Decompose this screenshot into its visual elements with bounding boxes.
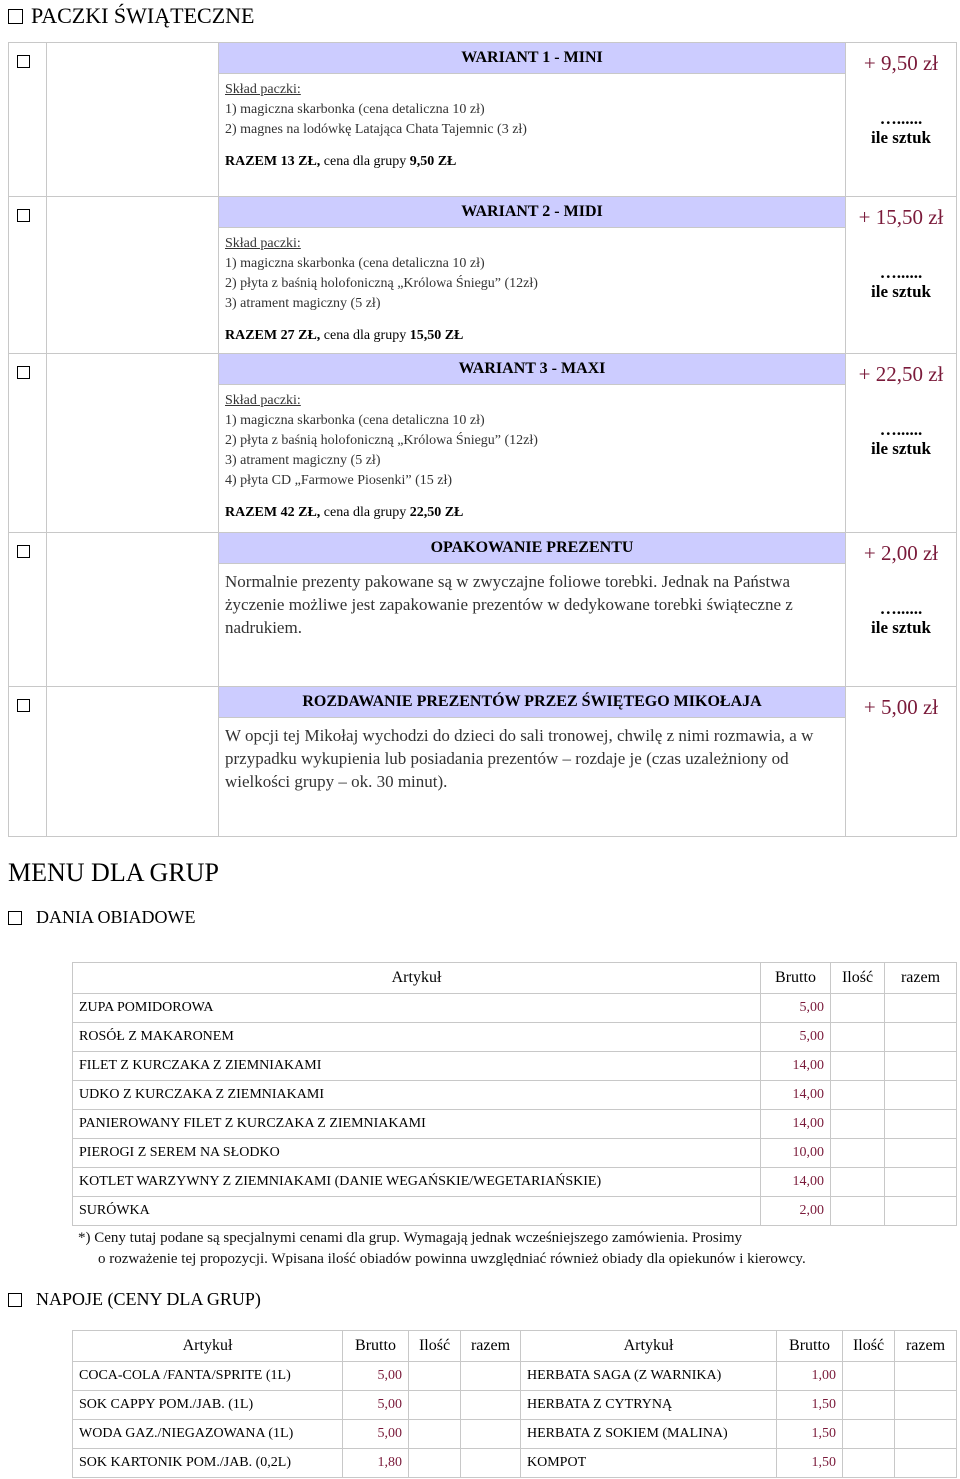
drink-qty-cell[interactable]	[409, 1420, 461, 1449]
table-row	[73, 1081, 957, 1110]
table-row	[73, 1449, 957, 1478]
drink-qty-cell[interactable]	[843, 1362, 895, 1391]
dania-note-line-1: *) Ceny tutaj podane są specjalnymi cenami dla grup. Wymagają jednak wcześniejszego zamówienia. Prosimy	[78, 1230, 743, 1246]
variant-3-checkbox[interactable]	[17, 366, 30, 379]
table-row	[73, 1168, 957, 1197]
variant-2-qty-dots[interactable]: …......	[879, 263, 923, 282]
dish-total-cell[interactable]	[885, 1023, 957, 1052]
dania-header-brutto: Brutto	[761, 963, 831, 994]
dish-total-cell[interactable]	[885, 1168, 957, 1197]
drink-name: SOK CAPPY POM./JAB. (1L)	[73, 1391, 343, 1420]
drink-name: HERBATA Z SOKIEM (MALINA)	[521, 1420, 777, 1449]
napoje-header-brutto: Brutto	[777, 1331, 843, 1362]
napoje-header-artykul: Artykuł	[521, 1331, 777, 1362]
table-row	[73, 1197, 957, 1226]
variant-3-qty-label: ile sztuk	[871, 439, 931, 458]
dish-qty-cell[interactable]	[831, 1197, 885, 1226]
variant-1-price-cell	[846, 43, 957, 197]
menu-title: MENU DLA GRUP	[8, 858, 219, 887]
dish-qty-cell[interactable]	[831, 1110, 885, 1139]
variant-1-composition-label: Skład paczki:	[225, 82, 301, 97]
santa-text: W opcji tej Mikołaj wychodzi do dzieci do sali tronowej, chwilę z nimi rozmawia, a w przypadku wykupienia lub posiadania prezentów – rozdaje je (czas uzależniony od wielkości grupy – ok. 30 minut).	[225, 726, 814, 791]
dish-name: KOTLET WARZYWNY Z ZIEMNIAKAMI (DANIE WEGAŃSKIE/WEGETARIAŃSKIE)	[73, 1168, 761, 1197]
section-title-packages	[8, 3, 254, 29]
napoje-section-heading	[8, 1289, 261, 1310]
santa-header-row	[9, 687, 957, 718]
drink-total-cell[interactable]	[895, 1391, 957, 1420]
packages-checkbox[interactable]	[8, 9, 23, 24]
dish-qty-cell[interactable]	[831, 1168, 885, 1197]
drink-price: 1,80	[343, 1449, 409, 1478]
drink-qty-cell[interactable]	[409, 1449, 461, 1478]
napoje-header-razem: razem	[895, 1331, 957, 1362]
drink-price: 1,50	[777, 1420, 843, 1449]
drink-price: 1,50	[777, 1391, 843, 1420]
table-row	[73, 1391, 957, 1420]
drink-price: 1,50	[777, 1449, 843, 1478]
variant-2-blank-cell	[47, 197, 219, 354]
drink-name: KOMPOT	[521, 1449, 777, 1478]
variant-2-header-row	[9, 197, 957, 228]
variant-3-price-cell	[846, 354, 957, 533]
table-row	[73, 994, 957, 1023]
drink-price: 1,00	[777, 1362, 843, 1391]
drink-total-cell[interactable]	[461, 1391, 521, 1420]
variant-2-composition-label: Skład paczki:	[225, 236, 301, 251]
wrapping-qty-dots[interactable]: …......	[879, 599, 923, 618]
dish-qty-cell[interactable]	[831, 1052, 885, 1081]
dish-price: 2,00	[761, 1197, 831, 1226]
table-row	[73, 1023, 957, 1052]
dish-name: PANIEROWANY FILET Z KURCZAKA Z ZIEMNIAKAMI	[73, 1110, 761, 1139]
dish-total-cell[interactable]	[885, 1081, 957, 1110]
wrapping-price-cell	[846, 533, 957, 687]
variant-3-item: 2) płyta z baśnią holofoniczną „Królowa Śniegu” (12zł)	[225, 433, 538, 448]
variant-2-checkbox-cell	[9, 197, 47, 354]
dania-section-heading	[8, 907, 195, 928]
napoje-checkbox[interactable]	[8, 1293, 22, 1307]
napoje-section-label: NAPOJE (CENY DLA GRUP)	[36, 1289, 261, 1309]
dish-price: 14,00	[761, 1081, 831, 1110]
wrapping-text: Normalnie prezenty pakowane są w zwyczajne foliowe torebki. Jednak na Państwa życzenie możliwe jest zapakowanie prezentów w dedykowane torebki świąteczne z nadrukiem.	[225, 572, 793, 637]
drink-qty-cell[interactable]	[409, 1362, 461, 1391]
dania-note	[78, 1228, 948, 1270]
wrapping-content	[219, 564, 846, 687]
variant-1-qty-label: ile sztuk	[871, 128, 931, 147]
variant-2-item: 2) płyta z baśnią holofoniczną „Królowa Śniegu” (12zł)	[225, 276, 538, 291]
drink-total-cell[interactable]	[895, 1420, 957, 1449]
variant-3-blank-cell	[47, 354, 219, 533]
table-row	[73, 1110, 957, 1139]
variant-3-composition-label: Skład paczki:	[225, 393, 301, 408]
variant-2-item: 1) magiczna skarbonka (cena detaliczna 10 zł)	[225, 256, 485, 271]
drink-total-cell[interactable]	[461, 1449, 521, 1478]
santa-blank-cell	[47, 687, 219, 837]
variant-3-header-row	[9, 354, 957, 385]
variant-2-price-cell	[846, 197, 957, 354]
variant-2-checkbox[interactable]	[17, 209, 30, 222]
dish-name: SURÓWKA	[73, 1197, 761, 1226]
variant-2-header: WARIANT 2 - MIDI	[219, 197, 846, 228]
variant-3-total: RAZEM 42 ZŁ, cena dla grupy 22,50 ZŁ	[225, 505, 464, 520]
napoje-header-artykul: Artykuł	[73, 1331, 343, 1362]
santa-header: ROZDAWANIE PREZENTÓW PRZEZ ŚWIĘTEGO MIKOŁAJA	[219, 687, 846, 718]
variant-3-item: 1) magiczna skarbonka (cena detaliczna 10 zł)	[225, 413, 485, 428]
variant-1-total: RAZEM 13 ZŁ, cena dla grupy 9,50 ZŁ	[225, 154, 457, 169]
dish-name: ROSÓŁ Z MAKARONEM	[73, 1023, 761, 1052]
napoje-table	[72, 1330, 957, 1478]
drink-name: HERBATA SAGA (Z WARNIKA)	[521, 1362, 777, 1391]
variant-1-header-row	[9, 43, 957, 74]
wrapping-price: + 2,00 zł	[863, 541, 939, 565]
table-row	[73, 1052, 957, 1081]
dania-note-line-2: o rozważenie tej propozycji. Wpisana ilość obiadów powinna uwzględniać również obiady dla opiekunów i kierowcy.	[98, 1251, 806, 1267]
napoje-header-ilosc: Ilość	[409, 1331, 461, 1362]
dish-price: 14,00	[761, 1168, 831, 1197]
wrapping-blank-cell	[47, 533, 219, 687]
napoje-header-brutto: Brutto	[343, 1331, 409, 1362]
drink-total-cell[interactable]	[895, 1449, 957, 1478]
table-row	[73, 1139, 957, 1168]
drink-price: 5,00	[343, 1391, 409, 1420]
variant-2-qty-label: ile sztuk	[871, 282, 931, 301]
variant-1-content	[219, 74, 846, 197]
dania-table	[72, 962, 957, 1226]
variant-1-header: WARIANT 1 - MINI	[219, 43, 846, 74]
drink-name: SOK KARTONIK POM./JAB. (0,2L)	[73, 1449, 343, 1478]
wrapping-header: OPAKOWANIE PREZENTU	[219, 533, 846, 564]
variant-3-price: + 22,50 zł	[858, 362, 944, 386]
drink-name: HERBATA Z CYTRYNĄ	[521, 1391, 777, 1420]
dish-qty-cell[interactable]	[831, 1139, 885, 1168]
dish-price: 10,00	[761, 1139, 831, 1168]
packages-table	[8, 42, 957, 837]
table-row	[73, 1420, 957, 1449]
dish-total-cell[interactable]	[885, 1197, 957, 1226]
santa-price: + 5,00 zł	[863, 695, 939, 719]
napoje-header-ilosc: Ilość	[843, 1331, 895, 1362]
variant-1-checkbox-cell	[9, 43, 47, 197]
drink-total-cell[interactable]	[461, 1362, 521, 1391]
dish-qty-cell[interactable]	[831, 994, 885, 1023]
dish-total-cell[interactable]	[885, 1139, 957, 1168]
santa-content	[219, 718, 846, 837]
wrapping-checkbox-cell	[9, 533, 47, 687]
variant-1-checkbox[interactable]	[17, 55, 30, 68]
drink-total-cell[interactable]	[461, 1420, 521, 1449]
variant-2-total: RAZEM 27 ZŁ, cena dla grupy 15,50 ZŁ	[225, 328, 464, 343]
dish-total-cell[interactable]	[885, 1052, 957, 1081]
dish-price: 5,00	[761, 1023, 831, 1052]
napoje-header-row	[73, 1331, 957, 1362]
dish-total-cell[interactable]	[885, 994, 957, 1023]
variant-1-qty-dots[interactable]: …......	[879, 109, 923, 128]
dish-name: PIEROGI Z SEREM NA SŁODKO	[73, 1139, 761, 1168]
wrapping-qty-label: ile sztuk	[871, 618, 931, 637]
variant-3-checkbox-cell	[9, 354, 47, 533]
dania-header-ilosc: Ilość	[831, 963, 885, 994]
dish-name: ZUPA POMIDOROWA	[73, 994, 761, 1023]
dish-qty-cell[interactable]	[831, 1023, 885, 1052]
drink-name: COCA-COLA /FANTA/SPRITE (1L)	[73, 1362, 343, 1391]
santa-checkbox[interactable]	[17, 699, 30, 712]
wrapping-checkbox[interactable]	[17, 545, 30, 558]
drink-price: 5,00	[343, 1420, 409, 1449]
variant-1-item: 1) magiczna skarbonka (cena detaliczna 10 zł)	[225, 102, 485, 117]
drink-total-cell[interactable]	[895, 1362, 957, 1391]
variant-3-item: 3) atrament magiczny (5 zł)	[225, 453, 381, 468]
drink-qty-cell[interactable]	[843, 1449, 895, 1478]
dish-price: 14,00	[761, 1052, 831, 1081]
variant-1-item: 2) magnes na lodówkę Latająca Chata Tajemnic (3 zł)	[225, 122, 527, 137]
variant-3-content	[219, 385, 846, 533]
dish-name: UDKO Z KURCZAKA Z ZIEMNIAKAMI	[73, 1081, 761, 1110]
drink-qty-cell[interactable]	[843, 1420, 895, 1449]
variant-3-qty-dots[interactable]: …......	[879, 420, 923, 439]
santa-price-cell	[846, 687, 957, 837]
santa-checkbox-cell	[9, 687, 47, 837]
table-row	[73, 1362, 957, 1391]
dish-total-cell[interactable]	[885, 1110, 957, 1139]
variant-2-item: 3) atrament magiczny (5 zł)	[225, 296, 381, 311]
drink-name: WODA GAZ./NIEGAZOWANA (1L)	[73, 1420, 343, 1449]
dania-header-artykul: Artykuł	[73, 963, 761, 994]
variant-3-header: WARIANT 3 - MAXI	[219, 354, 846, 385]
drink-qty-cell[interactable]	[843, 1391, 895, 1420]
drink-qty-cell[interactable]	[409, 1391, 461, 1420]
drink-price: 5,00	[343, 1362, 409, 1391]
dish-price: 14,00	[761, 1110, 831, 1139]
variant-2-content	[219, 228, 846, 354]
wrapping-header-row	[9, 533, 957, 564]
dish-price: 5,00	[761, 994, 831, 1023]
variant-1-blank-cell	[47, 43, 219, 197]
dania-header-row	[73, 963, 957, 994]
packages-title: PACZKI ŚWIĄTECZNE	[31, 3, 255, 28]
variant-2-price: + 15,50 zł	[858, 205, 944, 229]
dania-header-razem: razem	[885, 963, 957, 994]
dish-name: FILET Z KURCZAKA Z ZIEMNIAKAMI	[73, 1052, 761, 1081]
napoje-header-razem: razem	[461, 1331, 521, 1362]
dish-qty-cell[interactable]	[831, 1081, 885, 1110]
dania-section-label: DANIA OBIADOWE	[36, 907, 196, 927]
dania-checkbox[interactable]	[8, 911, 22, 925]
variant-3-item: 4) płyta CD „Farmowe Piosenki” (15 zł)	[225, 473, 453, 488]
variant-1-price: + 9,50 zł	[863, 51, 939, 75]
